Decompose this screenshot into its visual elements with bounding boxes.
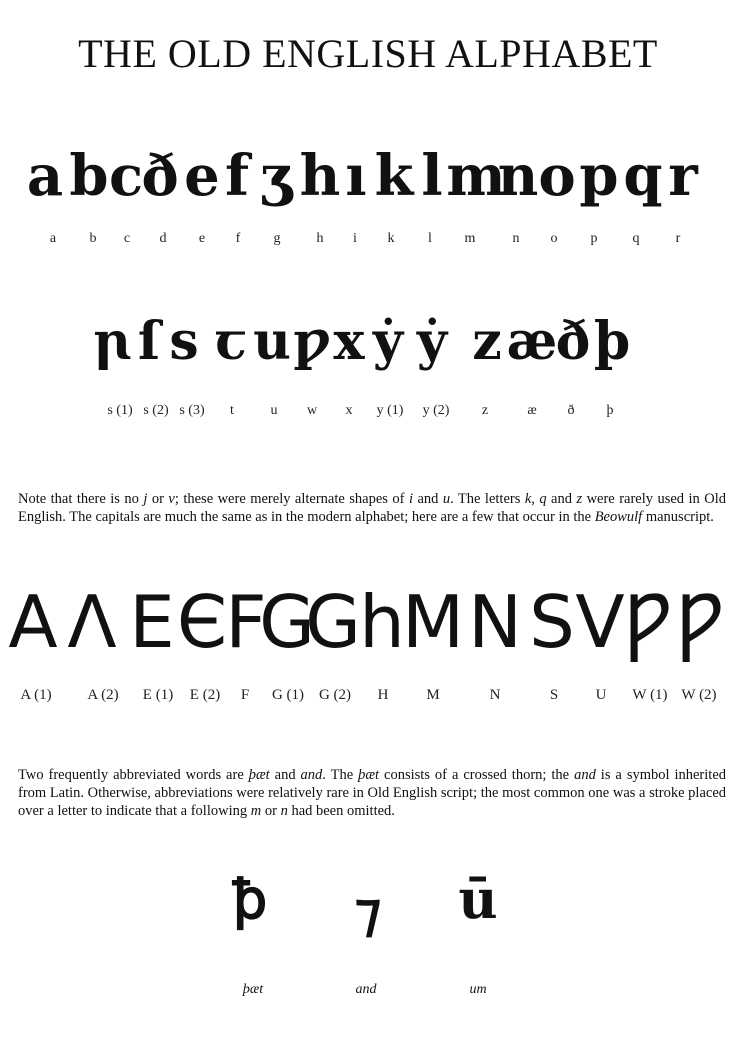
glyph-cap-s: S <box>529 580 575 664</box>
label-s1: s (1) <box>107 403 133 418</box>
glyph-abbr-thaet: ꝥ <box>232 867 268 931</box>
glyph-cap-f: F <box>225 580 267 664</box>
glyph-y2: ẏ <box>416 311 448 372</box>
glyph-cap-a1: A <box>8 580 58 664</box>
glyph-cap-e1: E <box>129 580 175 664</box>
glyph-q: q <box>623 143 663 209</box>
glyph-eth: ð <box>555 311 591 372</box>
glyph-r: r <box>668 143 698 209</box>
glyph-abbr-and: ⁊ <box>354 879 382 943</box>
glyph-i: ı <box>345 143 367 209</box>
label-b: b <box>89 231 97 246</box>
glyph-u: u <box>253 311 291 372</box>
label-cap-f: F <box>240 687 250 703</box>
glyph-a: a <box>26 143 64 209</box>
label-u: u <box>270 403 278 418</box>
label-x: x <box>345 403 353 418</box>
glyph-g: ʒ <box>260 143 292 209</box>
label-p: p <box>590 231 598 246</box>
label-cap-h: H <box>377 687 389 703</box>
glyph-h: h <box>299 143 341 209</box>
glyph-cap-e2: Є <box>176 580 228 664</box>
label-z: z <box>481 403 489 418</box>
label-cap-u: U <box>595 687 607 703</box>
glyph-w: ƿ <box>293 311 331 372</box>
glyph-k: k <box>374 143 414 209</box>
label-n: n <box>512 231 520 246</box>
label-cap-a2: A (2) <box>87 687 119 703</box>
label-m: m <box>464 231 476 246</box>
glyph-x: x <box>333 311 365 372</box>
glyph-cap-w1: Ƿ <box>623 580 673 664</box>
glyph-ae: æ <box>506 311 558 372</box>
label-y1: y (1) <box>376 403 404 418</box>
label-t: t <box>230 403 234 418</box>
label-o: o <box>550 231 558 246</box>
glyph-c: c <box>108 143 144 209</box>
glyph-y1: ẏ <box>372 311 404 372</box>
label-cap-w2: W (2) <box>681 687 717 703</box>
abbreviations-paragraph: Two frequently abbreviated words are þæt and and. The þæt consists of a crossed thorn; the and is a symbol inherited from Latin. Otherwise, abbreviations were relatively rare in Old English script; the most common one was a stroke placed over a letter to indicate that a following m or n had been omitted. <box>18 767 727 819</box>
glyph-s2: ſ <box>137 311 161 372</box>
glyph-s3: s <box>169 311 199 372</box>
glyph-z: z <box>472 311 502 372</box>
glyph-cap-u: V <box>575 580 625 664</box>
glyph-cap-g2: G <box>305 580 361 664</box>
label-e: e <box>198 231 206 246</box>
label-cap-m: M <box>426 687 440 703</box>
glyph-l: l <box>421 143 443 209</box>
glyph-e: e <box>184 143 220 209</box>
glyph-o: o <box>538 143 576 209</box>
glyph-cap-m: M <box>401 580 465 664</box>
label-g: g <box>273 231 281 246</box>
label-abbr-um: um <box>469 982 487 997</box>
label-cap-g2: G (2) <box>318 687 352 703</box>
label-cap-w1: W (1) <box>632 687 668 703</box>
label-k: k <box>387 231 395 246</box>
label-a: a <box>49 231 57 246</box>
glyph-cap-a2: Λ <box>67 580 117 664</box>
glyph-f: f <box>224 143 250 209</box>
label-cap-e2: E (2) <box>189 687 221 703</box>
label-ae: æ <box>527 403 537 418</box>
label-s3: s (3) <box>179 403 205 418</box>
label-s2: s (2) <box>143 403 169 418</box>
label-f: f <box>235 231 241 246</box>
label-cap-e1: E (1) <box>142 687 174 703</box>
glyph-s1: ꞃ <box>93 311 131 372</box>
glyph-m: m <box>446 143 506 209</box>
label-c: c <box>123 231 131 246</box>
label-w: w <box>306 403 318 418</box>
glyph-cap-h: h <box>359 580 405 664</box>
glyph-n: n <box>497 143 539 209</box>
glyph-b: b <box>69 143 109 209</box>
glyph-t: ꞇ <box>215 311 247 372</box>
glyph-cap-g1: G <box>259 580 315 664</box>
glyph-cap-n: N <box>468 580 522 664</box>
note-paragraph: Note that there is no j or v; these were merely alternate shapes of i and u. The letters k, q and z were rarely used in Old English. The capitals are much the same as in the modern alphabet; here are a few that occur in the Beowulf manuscript. <box>18 491 726 525</box>
glyph-thorn: þ <box>593 311 631 372</box>
label-y2: y (2) <box>422 403 450 418</box>
label-q: q <box>632 231 640 246</box>
label-thorn: þ <box>606 403 614 418</box>
label-i: i <box>353 231 357 246</box>
label-cap-n: N <box>489 687 501 703</box>
label-cap-g1: G (1) <box>271 687 305 703</box>
label-cap-s: S <box>549 687 559 703</box>
glyph-p: p <box>579 143 619 209</box>
page-title: THE OLD ENGLISH ALPHABET <box>78 31 658 76</box>
label-d: d <box>159 231 167 246</box>
label-abbr-and: and <box>355 982 377 997</box>
label-cap-a1: A (1) <box>20 687 52 703</box>
label-l: l <box>428 231 432 246</box>
glyph-d: ð <box>141 143 179 209</box>
label-r: r <box>675 231 681 246</box>
label-h: h <box>316 231 324 246</box>
label-eth: ð <box>567 403 575 418</box>
label-abbr-thaet: þæt <box>242 982 264 997</box>
glyph-cap-w2: Ƿ <box>675 580 725 664</box>
glyph-abbr-um: ū <box>458 867 498 931</box>
